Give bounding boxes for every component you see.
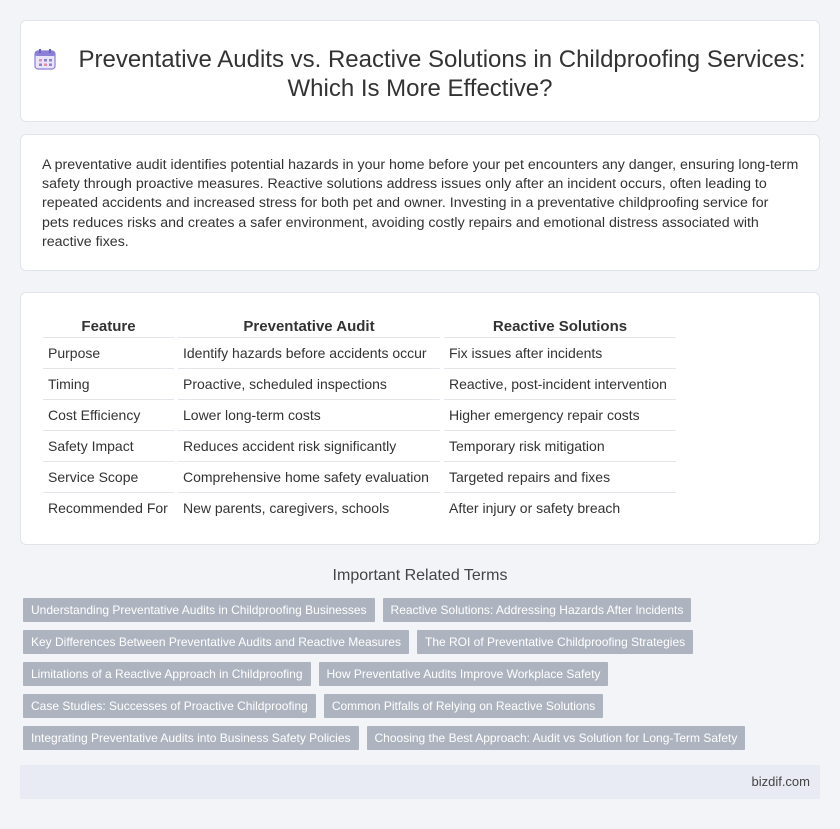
table-row bbox=[43, 368, 676, 399]
table-row bbox=[43, 337, 676, 368]
table-row bbox=[43, 492, 676, 523]
column-header: Feature bbox=[81, 318, 136, 336]
comparison-table bbox=[43, 316, 676, 523]
table-cell: New parents, caregivers, schools bbox=[176, 492, 442, 523]
related-terms-heading: Important Related Terms bbox=[332, 567, 508, 584]
related-term-link[interactable]: Limitations of a Reactive Approach in Childproofing bbox=[23, 662, 311, 686]
table-cell: Targeted repairs and fixes bbox=[442, 461, 676, 492]
table-row bbox=[43, 430, 676, 461]
tag-row bbox=[23, 726, 813, 750]
related-terms-list bbox=[23, 598, 813, 758]
title-card bbox=[20, 20, 820, 122]
tag-row bbox=[23, 694, 813, 718]
related-term-link[interactable]: Common Pitfalls of Relying on Reactive Solutions bbox=[324, 694, 603, 718]
table-cell: Cost Efficiency bbox=[43, 399, 176, 430]
table-row bbox=[43, 399, 676, 430]
table-cell: Reactive, post-incident intervention bbox=[442, 368, 676, 399]
page-title bbox=[21, 45, 819, 103]
table-cell: Reduces accident risk significantly bbox=[176, 430, 442, 461]
table-cell: After injury or safety breach bbox=[442, 492, 676, 523]
related-term-link[interactable]: Key Differences Between Preventative Audits and Reactive Measures bbox=[23, 630, 409, 654]
related-term-link[interactable]: The ROI of Preventative Childproofing Strategies bbox=[417, 630, 693, 654]
table-header-row bbox=[43, 316, 676, 337]
site-link[interactable]: bizdif.com bbox=[751, 774, 810, 789]
table-cell: Purpose bbox=[43, 337, 176, 368]
table-cell: Comprehensive home safety evaluation bbox=[176, 461, 442, 492]
column-header: Reactive Solutions bbox=[442, 316, 676, 337]
related-term-link[interactable]: Reactive Solutions: Addressing Hazards After Incidents bbox=[383, 598, 692, 622]
table-cell: Temporary risk mitigation bbox=[442, 430, 676, 461]
column-header: Preventative Audit bbox=[176, 316, 442, 337]
tag-row bbox=[23, 662, 813, 686]
table-row bbox=[43, 461, 676, 492]
calendar-icon bbox=[34, 48, 56, 70]
table-cell: Proactive, scheduled inspections bbox=[176, 368, 442, 399]
table-cell: Fix issues after incidents bbox=[442, 337, 676, 368]
tag-row bbox=[23, 630, 813, 654]
tag-row bbox=[23, 598, 813, 622]
page-title-text: Preventative Audits vs. Reactive Solutions in Childproofing Services: Which Is More Effective? bbox=[78, 46, 806, 102]
table-cell: Safety Impact bbox=[43, 430, 176, 461]
table-cell: Recommended For bbox=[43, 492, 176, 523]
related-term-link[interactable]: Case Studies: Successes of Proactive Childproofing bbox=[23, 694, 316, 718]
intro-paragraph: A preventative audit identifies potential hazards in your home before your pet encounters any danger, ensuring long-term safety through proactive measures. Reactive solutions address issues only after an incident occurs, often leading to repeated accidents and increased stress for both pet and owner. Investing in a preventative childproofing service for pets reduces risks and creates a safer environment, avoiding costly repairs and emotional distress associated with reactive fixes. bbox=[42, 157, 799, 250]
related-term-link[interactable]: Choosing the Best Approach: Audit vs Solution for Long-Term Safety bbox=[367, 726, 746, 750]
table-cell: Identify hazards before accidents occur bbox=[176, 337, 442, 368]
table-cell: Higher emergency repair costs bbox=[442, 399, 676, 430]
table-cell: Service Scope bbox=[43, 461, 176, 492]
table-cell: Lower long-term costs bbox=[176, 399, 442, 430]
footer bbox=[20, 765, 820, 799]
table-cell: Timing bbox=[43, 368, 176, 399]
related-term-link[interactable]: Understanding Preventative Audits in Childproofing Businesses bbox=[23, 598, 375, 622]
comparison-card bbox=[20, 292, 820, 545]
related-term-link[interactable]: How Preventative Audits Improve Workplace Safety bbox=[319, 662, 609, 686]
intro-card bbox=[20, 134, 820, 271]
related-term-link[interactable]: Integrating Preventative Audits into Business Safety Policies bbox=[23, 726, 359, 750]
